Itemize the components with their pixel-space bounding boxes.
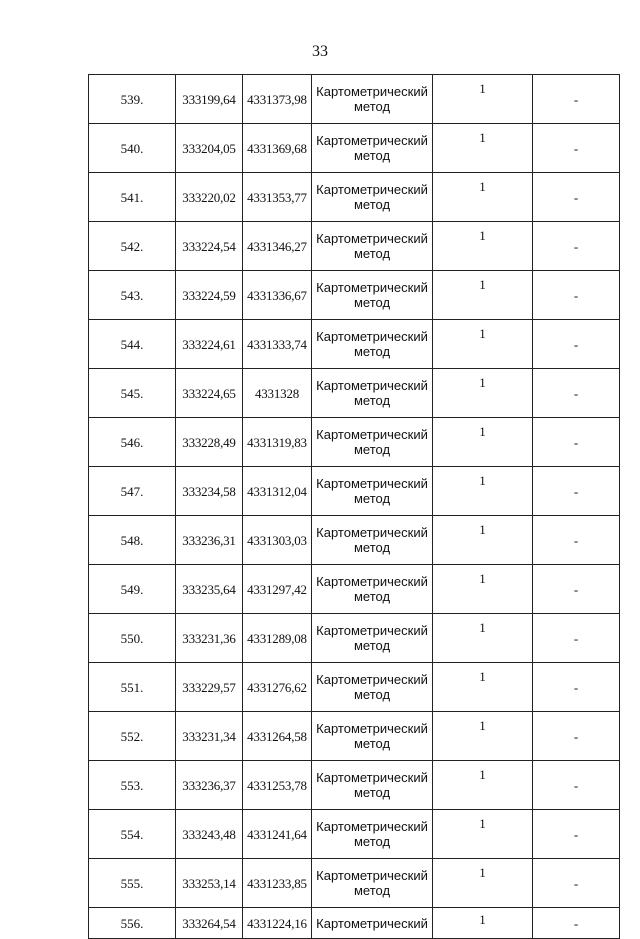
accuracy-cell: 1 xyxy=(433,320,533,369)
table-row xyxy=(89,663,620,712)
note-cell: - xyxy=(533,859,620,908)
note-cell: - xyxy=(533,320,620,369)
point-number-cell: 554. xyxy=(89,810,176,859)
note-cell: - xyxy=(533,124,620,173)
coordinate-y-cell: 4331336,67 xyxy=(243,271,312,320)
accuracy-cell: 1 xyxy=(433,859,533,908)
point-number-cell: 549. xyxy=(89,565,176,614)
coordinate-x-cell: 333229,57 xyxy=(176,663,243,712)
method-line1: Картометрический xyxy=(316,915,428,931)
method-line2: метод xyxy=(353,785,391,800)
method-line2: метод xyxy=(353,393,391,408)
note-cell: - xyxy=(533,761,620,810)
point-number-cell: 555. xyxy=(89,859,176,908)
accuracy-cell: 1 xyxy=(433,467,533,516)
coordinate-y-cell: 4331264,58 xyxy=(243,712,312,761)
point-number-cell: 543. xyxy=(89,271,176,320)
table-row xyxy=(89,908,620,939)
note-cell: - xyxy=(533,467,620,516)
method-line1: Картометрический xyxy=(316,623,428,638)
point-number-cell: 542. xyxy=(89,222,176,271)
method-line1: Картометрический xyxy=(316,280,428,295)
point-number-cell: 546. xyxy=(89,418,176,467)
table-row xyxy=(89,320,620,369)
method-line2: метод xyxy=(353,442,391,457)
method-cell xyxy=(312,761,433,810)
method-cell xyxy=(312,369,433,418)
method-cell xyxy=(312,418,433,467)
accuracy-cell: 1 xyxy=(433,565,533,614)
method-line1: Картометрический xyxy=(316,133,428,148)
coordinate-y-cell: 4331328 xyxy=(243,369,312,418)
accuracy-cell: 1 xyxy=(433,761,533,810)
coordinate-x-cell: 333253,14 xyxy=(176,859,243,908)
accuracy-cell: 1 xyxy=(433,124,533,173)
table-row xyxy=(89,271,620,320)
method-cell xyxy=(312,908,433,939)
point-number-cell: 553. xyxy=(89,761,176,810)
table-row xyxy=(89,859,620,908)
method-line1: Картометрический xyxy=(316,329,428,344)
method-line2: метод xyxy=(353,148,391,163)
accuracy-cell: 1 xyxy=(433,75,533,124)
point-number-cell: 547. xyxy=(89,467,176,516)
accuracy-cell: 1 xyxy=(433,712,533,761)
coordinate-x-cell: 333231,36 xyxy=(176,614,243,663)
method-cell xyxy=(312,614,433,663)
method-line2: метод xyxy=(353,491,391,506)
method-line2: метод xyxy=(353,99,391,114)
coordinate-y-cell: 4331353,77 xyxy=(243,173,312,222)
point-number-cell: 545. xyxy=(89,369,176,418)
method-cell xyxy=(312,75,433,124)
note-cell: - xyxy=(533,222,620,271)
table-row xyxy=(89,810,620,859)
method-line1: Картометрический xyxy=(316,770,428,785)
coordinate-y-cell: 4331241,64 xyxy=(243,810,312,859)
note-cell: - xyxy=(533,418,620,467)
coordinate-x-cell: 333264,54 xyxy=(176,908,243,939)
method-cell xyxy=(312,271,433,320)
accuracy-cell: 1 xyxy=(433,271,533,320)
coordinates-table xyxy=(88,74,620,939)
point-number-cell: 539. xyxy=(89,75,176,124)
table-row xyxy=(89,418,620,467)
note-cell: - xyxy=(533,173,620,222)
note-cell: - xyxy=(533,810,620,859)
note-cell: - xyxy=(533,712,620,761)
accuracy-cell: 1 xyxy=(433,810,533,859)
method-line2: метод xyxy=(353,246,391,261)
method-cell xyxy=(312,467,433,516)
method-line1: Картометрический xyxy=(316,672,428,687)
table-row xyxy=(89,614,620,663)
table-row xyxy=(89,124,620,173)
note-cell: - xyxy=(533,516,620,565)
coordinate-y-cell: 4331312,04 xyxy=(243,467,312,516)
method-cell xyxy=(312,810,433,859)
coordinate-y-cell: 4331373,98 xyxy=(243,75,312,124)
method-line2: метод xyxy=(353,344,391,359)
coordinate-x-cell: 333224,54 xyxy=(176,222,243,271)
accuracy-cell: 1 xyxy=(433,516,533,565)
coordinate-y-cell: 4331319,83 xyxy=(243,418,312,467)
point-number-cell: 550. xyxy=(89,614,176,663)
coordinate-x-cell: 333224,59 xyxy=(176,271,243,320)
table-row xyxy=(89,712,620,761)
method-line2: метод xyxy=(353,540,391,555)
point-number-cell: 556. xyxy=(89,908,176,939)
method-cell xyxy=(312,663,433,712)
table-row xyxy=(89,75,620,124)
coordinate-y-cell: 4331369,68 xyxy=(243,124,312,173)
method-cell xyxy=(312,320,433,369)
note-cell: - xyxy=(533,271,620,320)
note-cell: - xyxy=(533,369,620,418)
method-line1: Картометрический xyxy=(316,182,428,197)
table-body xyxy=(89,75,620,939)
accuracy-cell: 1 xyxy=(433,908,533,939)
coordinate-x-cell: 333204,05 xyxy=(176,124,243,173)
coordinate-y-cell: 4331346,27 xyxy=(243,222,312,271)
coordinate-x-cell: 333235,64 xyxy=(176,565,243,614)
method-line1: Картометрический xyxy=(316,231,428,246)
table-row xyxy=(89,467,620,516)
accuracy-cell: 1 xyxy=(433,614,533,663)
method-line1: Картометрический xyxy=(316,574,428,589)
coordinate-x-cell: 333243,48 xyxy=(176,810,243,859)
note-cell: - xyxy=(533,75,620,124)
coordinate-x-cell: 333224,65 xyxy=(176,369,243,418)
note-cell: - xyxy=(533,565,620,614)
coordinate-x-cell: 333236,31 xyxy=(176,516,243,565)
method-line1: Картометрический xyxy=(316,84,428,99)
table-row xyxy=(89,761,620,810)
accuracy-cell: 1 xyxy=(433,369,533,418)
note-cell: - xyxy=(533,908,620,939)
method-line2: метод xyxy=(353,638,391,653)
point-number-cell: 541. xyxy=(89,173,176,222)
coordinate-x-cell: 333231,34 xyxy=(176,712,243,761)
accuracy-cell: 1 xyxy=(433,418,533,467)
method-cell xyxy=(312,124,433,173)
point-number-cell: 540. xyxy=(89,124,176,173)
method-line1: Картометрический xyxy=(316,427,428,442)
method-line2: метод xyxy=(353,687,391,702)
coordinate-x-cell: 333236,37 xyxy=(176,761,243,810)
method-line2: метод xyxy=(353,589,391,604)
method-line1: Картометрический xyxy=(316,868,428,883)
method-cell xyxy=(312,565,433,614)
coordinate-y-cell: 4331289,08 xyxy=(243,614,312,663)
method-cell xyxy=(312,173,433,222)
coordinate-y-cell: 4331224,16 xyxy=(243,908,312,939)
table-row xyxy=(89,222,620,271)
point-number-cell: 544. xyxy=(89,320,176,369)
method-cell xyxy=(312,859,433,908)
coordinate-y-cell: 4331297,42 xyxy=(243,565,312,614)
coordinate-x-cell: 333220,02 xyxy=(176,173,243,222)
coordinate-x-cell: 333199,64 xyxy=(176,75,243,124)
method-cell xyxy=(312,222,433,271)
coordinate-x-cell: 333228,49 xyxy=(176,418,243,467)
method-line1: Картометрический xyxy=(316,525,428,540)
note-cell: - xyxy=(533,614,620,663)
method-line1: Картометрический xyxy=(316,476,428,491)
page-number: 33 xyxy=(312,43,328,60)
table-row xyxy=(89,369,620,418)
method-line2: метод xyxy=(353,197,391,212)
point-number-cell: 548. xyxy=(89,516,176,565)
note-cell: - xyxy=(533,663,620,712)
method-line2: метод xyxy=(353,834,391,849)
coordinate-y-cell: 4331276,62 xyxy=(243,663,312,712)
method-line2: метод xyxy=(353,883,391,898)
table-row xyxy=(89,565,620,614)
method-cell xyxy=(312,712,433,761)
point-number-cell: 552. xyxy=(89,712,176,761)
point-number-cell: 551. xyxy=(89,663,176,712)
coordinate-y-cell: 4331233,85 xyxy=(243,859,312,908)
coordinate-y-cell: 4331253,78 xyxy=(243,761,312,810)
coordinate-x-cell: 333224,61 xyxy=(176,320,243,369)
accuracy-cell: 1 xyxy=(433,663,533,712)
method-line2: метод xyxy=(353,295,391,310)
coordinate-y-cell: 4331303,03 xyxy=(243,516,312,565)
method-line1: Картометрический xyxy=(316,721,428,736)
accuracy-cell: 1 xyxy=(433,173,533,222)
method-line1: Картометрический xyxy=(316,819,428,834)
accuracy-cell: 1 xyxy=(433,222,533,271)
coordinate-x-cell: 333234,58 xyxy=(176,467,243,516)
table-row xyxy=(89,516,620,565)
method-cell xyxy=(312,516,433,565)
table-row xyxy=(89,173,620,222)
coordinate-y-cell: 4331333,74 xyxy=(243,320,312,369)
method-line2: метод xyxy=(353,736,391,751)
method-line1: Картометрический xyxy=(316,378,428,393)
